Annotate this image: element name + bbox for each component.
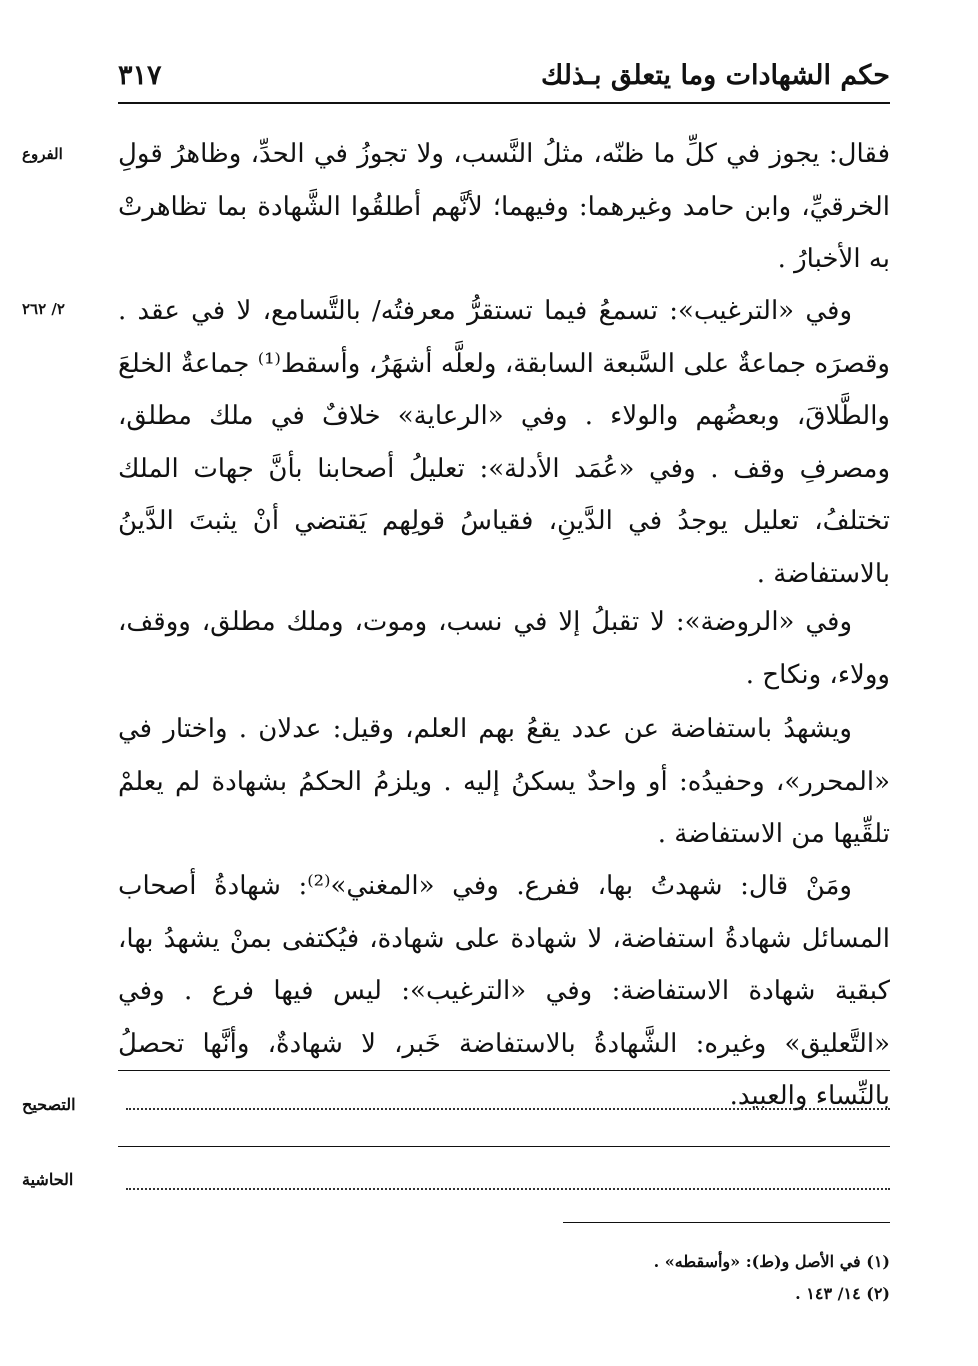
label-correction: التصحيح [22,1095,76,1114]
header-rule [118,102,890,104]
dotted-line-correction [126,1108,890,1110]
margin-note-section: الفروع [22,145,63,163]
paragraph-text: فقال: يجوز في كلِّ ما ظنّه، مثلُ النَّسب، ولا تجوزُ في الحدِّ، وظاهرُ قولِ الخرقيِّ، وابن حامد وغيرهما: وفيهما؛ لأنَّهم أطلقُوا الشَّهادة بما تظاهرتْ به الأخبارُ . [118,139,890,274]
paragraph-4 [118,703,890,861]
paragraph-text: وفي «الترغيب»: تسمعُ فيما تستقرُّ معرفتُه/ بالتَّسامع، لا في عقد . وقصرَه جماعةٌ على السَّبعة السابقة، ولعلَّه أشهَرُ، وأسقط⁽¹⁾ جماعةٌ الخلعَ والطَّلاقَ، وبعضُهم والولاء . وفي «الرعاية» خلافٌ في ملك مطلق، ومصرفِ وقف . وفي «عُمَد الأدلة»: تعليلُ أصحابنا بأنَّ جهات الملك تختلفُ، تعليل يوجدُ في الدَّينِ، فقياسُ قولِهم يَقتضي أنْ يثبتَ الدَّينُ بالاستفاضة . [118,296,890,589]
header-title: حكم الشهادات وما يتعلق بـذلك [540,60,890,91]
paragraph-5 [118,860,890,1123]
footnote-2: (٢) ١٤/ ١٤٣ . [795,1284,890,1303]
running-header [118,60,890,100]
paragraph-3 [118,596,890,701]
footnotes [390,1246,890,1310]
separator-rule [118,1070,890,1071]
paragraph-text: ويشهدُ باستفاضة عن عدد يقعُ بهم العلم، وقيل: عدلان . واختار في «المحرر»، وحفيدُه: أو واحدٌ يسكنُ إليه . ويلزمُ الحكمُ بشهادة لم يعلمْ تلقِّيها من الاستفاضة . [118,714,890,849]
paragraph-text: ومَنْ قال: شهدتُ بها، ففرع. وفي «المغني»⁽²⁾: شهادةُ أصحاب المسائل شهادةُ استفاضة، لا شهادة على شهادة، فيُكتفى بمنْ يشهدُ بها، كبقية شهادة الاستفاضة: وفي «الترغيب»: ليس فيها فرع . وفي «التَّعليق» وغيره: الشَّهادةُ بالاستفاضة خَبر، لا شهادةٌ، وأنَّها تحصلُ بالنِّساء والعبيد. [118,871,890,1111]
label-annotation: الحاشية [22,1170,74,1189]
margin-note-reference: ٢/ ٢٦٢ [22,300,65,318]
dotted-line-annotation [126,1188,890,1190]
paragraph-text: وفي «الروضة»: لا تقبلُ إلا في نسب، وموت، وملك مطلق، ووقف، وولاء، ونكاح . [118,607,890,690]
footnote-rule [563,1222,890,1223]
footnote-1: (١) في الأصل و(ط): «وأسقطه» . [653,1252,890,1271]
paragraph-2 [118,285,890,600]
page-number: ٣١٧ [118,60,162,91]
paragraph-1 [118,128,890,286]
separator-rule [118,1146,890,1147]
